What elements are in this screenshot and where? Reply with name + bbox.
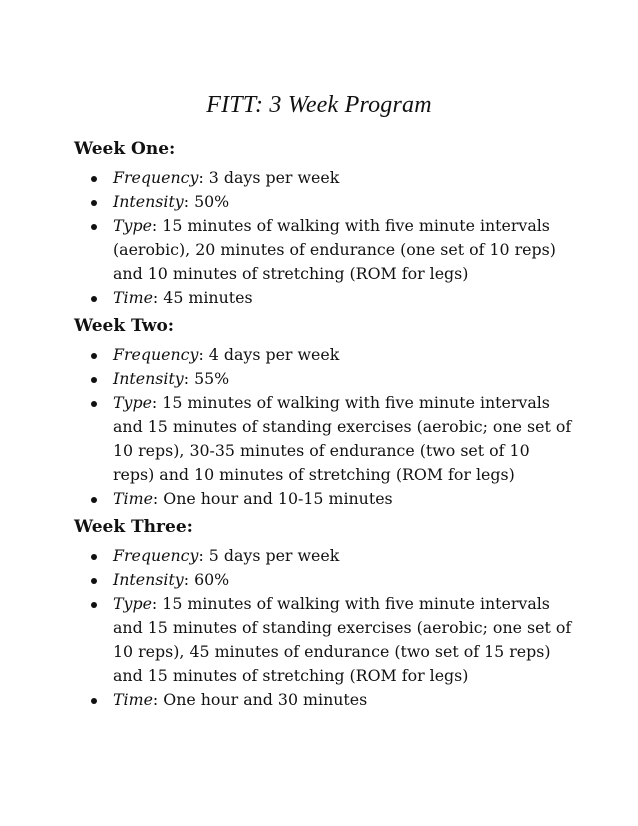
week-items-list — [74, 166, 574, 310]
item-separator: : — [198, 546, 209, 565]
bullet-icon — [91, 377, 97, 383]
item-term: Frequency — [113, 345, 199, 364]
week-three-section — [74, 515, 574, 712]
item-term: Type — [113, 594, 152, 613]
item-text: 50% — [194, 192, 230, 211]
item-term: Intensity — [113, 369, 184, 388]
item-text: 3 days per week — [208, 168, 340, 187]
list-item-frequency — [113, 166, 574, 190]
bullet-icon — [91, 176, 97, 182]
item-text: 15 minutes of walking with five minute intervals and 15 minutes of standing exercises (aerobic; one set of 10 reps), 30-35 minutes of endurance (two set of 10 reps) and 10 minutes of stretching (ROM for legs) — [113, 393, 572, 484]
item-separator: : — [151, 216, 163, 235]
list-item-type — [113, 214, 574, 286]
item-text: 55% — [194, 369, 230, 388]
week-heading: Week One: — [74, 139, 176, 159]
program-content — [74, 137, 574, 716]
bullet-icon — [91, 200, 97, 206]
bullet-icon — [91, 602, 97, 608]
item-separator: : — [183, 192, 195, 211]
item-term: Time — [113, 489, 153, 508]
week-heading: Week Two: — [74, 316, 175, 336]
item-text: One hour and 10-15 minutes — [163, 489, 393, 508]
bullet-icon — [91, 578, 97, 584]
item-text: 15 minutes of walking with five minute intervals and 15 minutes of standing exercises (aerobic; one set of 10 reps), 45 minutes of endurance (two set of 15 reps) and 15 minutes of stretching (ROM for legs) — [113, 594, 572, 685]
bullet-icon — [91, 224, 97, 230]
list-item-frequency — [113, 343, 574, 367]
item-term: Intensity — [113, 570, 184, 589]
list-item-time — [113, 688, 574, 712]
item-text: 15 minutes of walking with five minute intervals (aerobic), 20 minutes of endurance (one set of 10 reps) and 10 minutes of stretching (ROM for legs) — [113, 216, 556, 283]
list-item-time — [113, 487, 574, 511]
item-separator: : — [198, 345, 209, 364]
list-item-time — [113, 286, 574, 310]
item-separator: : — [152, 288, 164, 307]
item-term: Frequency — [113, 546, 199, 565]
item-text: One hour and 30 minutes — [163, 690, 368, 709]
item-term: Intensity — [113, 192, 184, 211]
week-items-list — [74, 343, 574, 511]
item-separator: : — [151, 393, 163, 412]
item-term: Type — [113, 393, 152, 412]
item-separator: : — [183, 570, 195, 589]
item-separator: : — [152, 690, 164, 709]
bullet-icon — [91, 698, 97, 704]
item-term: Time — [113, 690, 153, 709]
list-item-frequency — [113, 544, 574, 568]
list-item-type — [113, 391, 574, 487]
week-two-section — [74, 314, 574, 511]
list-item-intensity — [113, 568, 574, 592]
bullet-icon — [91, 554, 97, 560]
week-one-section — [74, 137, 574, 310]
item-text: 4 days per week — [208, 345, 340, 364]
week-items-list — [74, 544, 574, 712]
item-text: 60% — [194, 570, 230, 589]
item-term: Frequency — [113, 168, 199, 187]
week-heading: Week Three: — [74, 517, 193, 537]
bullet-icon — [91, 401, 97, 407]
item-term: Type — [113, 216, 152, 235]
bullet-icon — [91, 353, 97, 359]
list-item-type — [113, 592, 574, 688]
list-item-intensity — [113, 367, 574, 391]
item-text: 45 minutes — [163, 288, 253, 307]
list-item-intensity — [113, 190, 574, 214]
item-separator: : — [198, 168, 209, 187]
item-term: Time — [113, 288, 153, 307]
bullet-icon — [91, 497, 97, 503]
item-separator: : — [152, 489, 164, 508]
item-text: 5 days per week — [208, 546, 340, 565]
page-title: FITT: 3 Week Program — [206, 92, 432, 118]
item-separator: : — [151, 594, 163, 613]
item-separator: : — [183, 369, 195, 388]
bullet-icon — [91, 296, 97, 302]
